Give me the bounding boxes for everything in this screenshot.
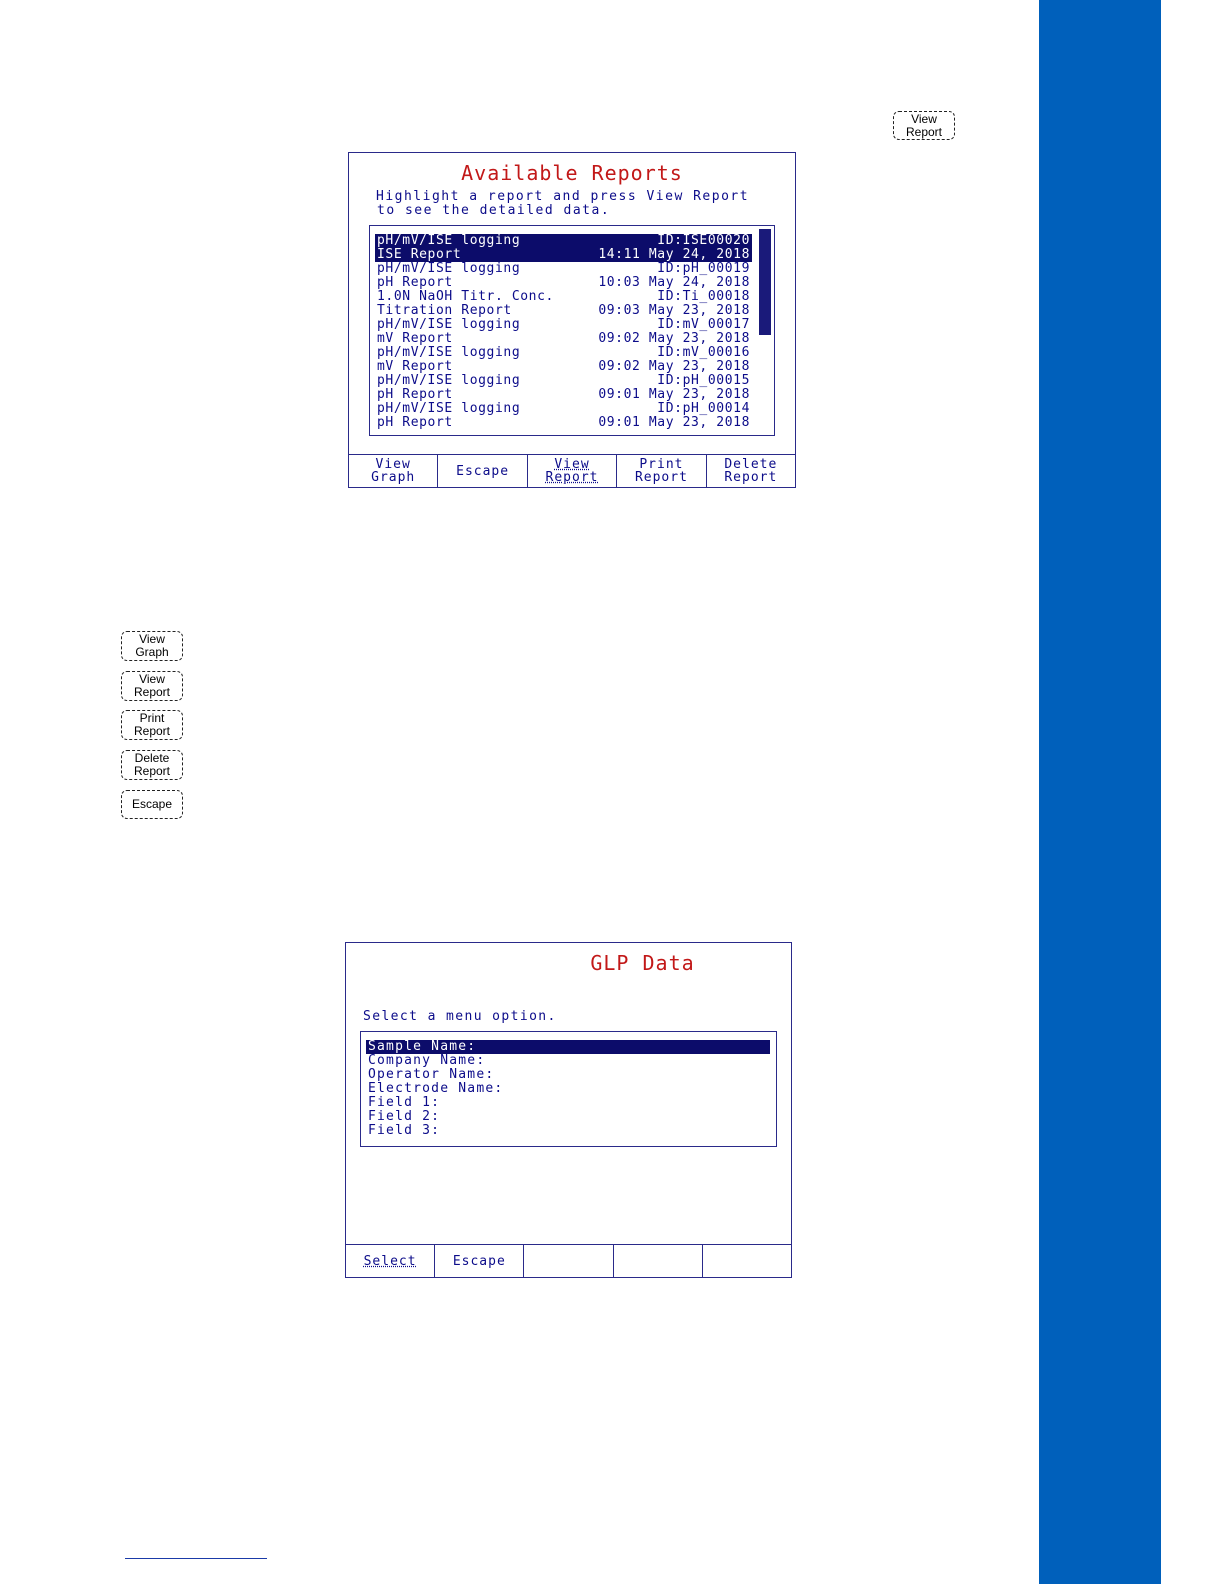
report-row[interactable] (375, 402, 752, 416)
view-report-key-legend-label: View Report (133, 672, 171, 699)
softkey-2[interactable]: Escape (438, 455, 527, 487)
report-row[interactable] (375, 388, 752, 402)
report-row-name: ISE Report (377, 247, 462, 262)
delete-report-key[interactable] (121, 750, 183, 780)
glp-menu-item-label: Operator Name: (368, 1067, 495, 1082)
glp-menu-item-label: Field 3: (368, 1123, 441, 1138)
report-row-name: pH Report (377, 275, 453, 290)
available-reports-screen (348, 152, 796, 488)
report-row-name: pH/mV/ISE logging (377, 233, 521, 248)
report-row-detail: 09:01 May 23, 2018 (598, 387, 750, 402)
glp-menu-item-label: Sample Name: (368, 1039, 477, 1054)
glp-menu-item-label: Field 2: (368, 1109, 441, 1124)
glp-menu-item[interactable] (366, 1124, 770, 1138)
print-report-key[interactable] (121, 710, 183, 740)
report-row-name: pH Report (377, 387, 453, 402)
softkey-4[interactable]: Print Report (617, 455, 706, 487)
report-row-detail: 09:01 May 23, 2018 (598, 415, 750, 430)
report-row-detail: ID:pH_00014 (657, 401, 750, 416)
glp-softkey-5[interactable] (703, 1245, 791, 1277)
report-row[interactable] (375, 346, 752, 360)
instruction-line-1: Highlight a report and press View Report (376, 189, 750, 204)
glp-instruction: Select a menu option. (363, 1009, 557, 1024)
glp-softkey-3[interactable] (524, 1245, 613, 1277)
print-report-key-label: Print Report (133, 711, 171, 738)
scrollbar-thumb[interactable] (759, 229, 771, 335)
report-row-detail: 09:03 May 23, 2018 (598, 303, 750, 318)
softkey-1[interactable]: View Graph (349, 455, 438, 487)
glp-menu-item[interactable] (366, 1068, 770, 1082)
report-row-name: pH/mV/ISE logging (377, 345, 521, 360)
report-row[interactable] (375, 416, 752, 430)
softkey-3[interactable]: View Report (528, 455, 617, 487)
glp-menu-item[interactable] (366, 1110, 770, 1124)
report-row-detail: ID:ISE00020 (657, 233, 750, 248)
report-row[interactable] (375, 290, 752, 304)
report-row[interactable] (375, 318, 752, 332)
sidebar-band (1039, 0, 1161, 1584)
view-report-key-label: View Report (905, 111, 943, 139)
report-row-detail: 09:02 May 23, 2018 (598, 359, 750, 374)
report-list[interactable] (369, 225, 775, 436)
report-row-name: pH/mV/ISE logging (377, 401, 521, 416)
report-row-name: Titration Report (377, 303, 512, 318)
report-row-name: pH/mV/ISE logging (377, 317, 521, 332)
report-row-name: pH/mV/ISE logging (377, 261, 521, 276)
glp-menu-item[interactable] (366, 1040, 770, 1054)
reports-softkeys (349, 454, 795, 487)
instruction-line-2: to see the detailed data. (377, 203, 611, 218)
report-row[interactable] (375, 248, 752, 262)
report-row-detail: ID:mV_00016 (657, 345, 750, 360)
glp-softkeys (346, 1244, 791, 1277)
report-row[interactable] (375, 360, 752, 374)
report-row-name: 1.0N NaOH Titr. Conc. (377, 289, 554, 304)
glp-menu-item[interactable] (366, 1082, 770, 1096)
glp-menu-list[interactable] (360, 1031, 777, 1147)
view-report-key[interactable] (893, 111, 955, 140)
report-row-detail: ID:mV_00017 (657, 317, 750, 332)
glp-menu-item[interactable] (366, 1054, 770, 1068)
scrollbar[interactable] (759, 229, 771, 432)
glp-data-screen (345, 942, 792, 1278)
report-row-name: pH Report (377, 415, 453, 430)
report-row-detail: 10:03 May 24, 2018 (598, 275, 750, 290)
report-row[interactable] (375, 304, 752, 318)
report-row-detail: ID:pH_00015 (657, 373, 750, 388)
report-row-name: pH/mV/ISE logging (377, 373, 521, 388)
report-row[interactable] (375, 262, 752, 276)
report-row-detail: ID:pH_00019 (657, 261, 750, 276)
delete-report-key-label: Delete Report (133, 751, 171, 778)
glp-softkey-1[interactable]: Select (346, 1245, 435, 1277)
report-row-name: mV Report (377, 359, 453, 374)
softkey-5[interactable]: Delete Report (724, 457, 778, 485)
report-row-detail: 14:11 May 24, 2018 (598, 247, 750, 262)
glp-title: GLP Data (590, 951, 695, 975)
view-report-key-legend[interactable] (121, 671, 183, 701)
report-row[interactable] (375, 276, 752, 290)
glp-menu-item[interactable] (366, 1096, 770, 1110)
glp-menu-item-label: Company Name: (368, 1053, 486, 1068)
glp-menu-item-label: Electrode Name: (368, 1081, 504, 1096)
glp-softkey-4[interactable] (614, 1245, 703, 1277)
report-row-detail: 09:02 May 23, 2018 (598, 331, 750, 346)
view-graph-key[interactable] (121, 631, 183, 661)
glp-menu-item-label: Field 1: (368, 1095, 441, 1110)
escape-key-label: Escape (131, 797, 173, 811)
report-row[interactable] (375, 374, 752, 388)
report-row-name: mV Report (377, 331, 453, 346)
footnote-rule (125, 1558, 267, 1559)
escape-key[interactable] (121, 790, 183, 819)
view-graph-key-label: View Graph (135, 632, 169, 659)
report-row[interactable] (375, 234, 752, 248)
glp-softkey-2[interactable]: Escape (435, 1245, 524, 1277)
report-row[interactable] (375, 332, 752, 346)
screen-title: Available Reports (461, 161, 683, 185)
report-row-detail: ID:Ti_00018 (657, 289, 750, 304)
